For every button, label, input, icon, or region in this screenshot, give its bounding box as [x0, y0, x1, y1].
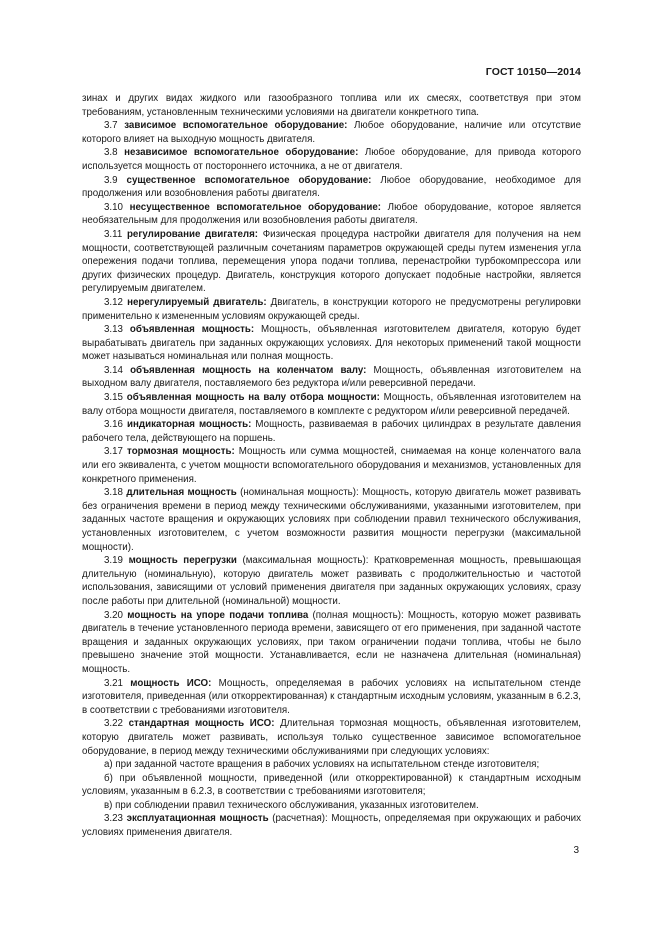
definition-text: Мощность, определяемая в рабочих условиях на испытательном стенде изготовителя, приведенная (или откорректированная) к стандартным исходным условиям, указанным в 6.2.3, в соответствии с требованиями изготовителя.: [82, 677, 581, 716]
continuation-paragraph: зинах и других видах жидкого или газообразного топлива или их смесях, соответствуя при этом требованиям, установленным техническими условиями на двигатели конкретного типа.: [82, 93, 581, 118]
term: несущественное вспомогательное оборудование:: [129, 201, 382, 213]
item-number: 3.13: [104, 324, 123, 336]
definition-text: Любое оборудование, для привода которого используется мощность от постороннего источника, а не от двигателя.: [82, 147, 581, 172]
definition-3-8: [82, 146, 581, 173]
document-header: ГОСТ 10150—2014: [485, 66, 581, 78]
definition-text: Длительная тормозная мощность, объявленная изготовителем, которую двигатель может развивать, используя только существенное зависимое вспомогательное оборудование, в период между техническими обслуживаниями при следующих условиях:: [82, 718, 581, 757]
definition-text: Физическая процедура настройки двигателя для получения на нем мощности, соответствующей различным сочетаниям параметров окружающей среды путем изменения угла опережения подачи топлива, перемещения упора подачи топлива, перенастройки турбокомпрессора или других физических процедур. Двигатель, конструкция которого допускает подобные настройки, является регулируемым двигателем.: [82, 228, 581, 295]
item-number: 3.11: [104, 228, 123, 240]
definition-text: (полная мощность): Мощность, которую может развивать двигатель в течение установленного периода времени, зависящего от его применения, при заданной частоте вращения и заданных окружающих условиях, при таком ограничении подачи топлива, чтобы не было превышено значение этой мощности. Устанавливается, если не назначена длительная (номинальная) мощность.: [82, 609, 582, 675]
definition-text: Любое оборудование, которое является необязательным для продолжения или возобновления работы двигателя.: [82, 201, 581, 227]
definition-text: Любое оборудование, наличие или отсутствие которого влияет на выходную мощность двигателя.: [82, 120, 581, 145]
definition-3-13: [82, 323, 581, 364]
definition-text: Двигатель, в конструкции которого не предусмотрены регулировки применительно к измененным условиям окружающей среды.: [82, 296, 581, 322]
term: мощность на упоре подачи топлива: [127, 609, 309, 621]
definition-3-14: [82, 364, 581, 391]
term: независимое вспомогательное оборудование:: [124, 147, 359, 159]
term: существенное вспомогательное оборудование:: [126, 174, 372, 186]
term: нерегулируемый двигатель:: [127, 296, 267, 308]
definition-text: Мощность, объявленная изготовителем двигателя, которую будет вырабатывать двигатель при заданных окружающих условиях. Для некоторых применений такой мощности может называться номинальная или полная мощность.: [82, 324, 581, 363]
term: индикаторная мощность:: [127, 419, 252, 431]
definition-3-15: [82, 391, 581, 418]
term: эксплуатационная мощность: [126, 813, 269, 825]
definition-3-23: [82, 812, 581, 839]
list-item-a: а) при заданной частоте вращения в рабочих условиях на испытательном стенде изготовителя;: [104, 759, 540, 771]
term: объявленная мощность:: [129, 324, 255, 336]
term: тормозная мощность:: [127, 446, 235, 458]
definition-3-16: [82, 418, 581, 445]
term: длительная мощность: [126, 487, 237, 499]
item-number: 3.19: [104, 555, 123, 567]
definition-text: (максимальная мощность): Кратковременная мощность, превышающая длительную (номинальную), которую двигатель может развивать с продолжительностью и частотой использования, зависящими от условий применения двигателя при заданных окружающих условиях, сразу после работы при длительной (номинальной) мощности.: [82, 555, 581, 607]
item-number: 3.21: [104, 677, 123, 689]
term: зависимое вспомогательное оборудование:: [124, 120, 348, 132]
definition-3-20: [82, 609, 581, 677]
definition-3-21: [82, 677, 581, 718]
document-body: [82, 92, 581, 840]
definition-text: (номинальная мощность): Мощность, которую двигатель может развивать без ограничения времени в период между техническими обслуживаниями, указанными изготовителем, при заданных частоте вращения и окружающих условиях при соблюдении правил технического обслуживания, установленных изготовителем, с учетом возможности развития мощности перегрузки (максимальной мощности).: [82, 487, 582, 553]
definition-3-19: [82, 554, 581, 608]
definition-text: Мощность, объявленная изготовителем на выходном валу двигателя, поставляемого без редуктора и/или реверсивной передачи.: [82, 364, 581, 390]
definition-3-10: [82, 201, 581, 228]
term: мощность перегрузки: [128, 555, 237, 567]
definition-text: (расчетная): Мощность, определяемая при окружающих и рабочих условиях применения двигателя.: [82, 813, 581, 839]
term: объявленная мощность на коленчатом валу:: [130, 364, 367, 376]
term: объявленная мощность на валу отбора мощности:: [126, 392, 380, 404]
item-number: 3.8: [104, 147, 118, 159]
item-number: 3.12: [104, 296, 123, 308]
item-number: 3.17: [104, 446, 123, 458]
definition-text: Мощность, развиваемая в рабочих цилиндрах в результате давления рабочего тела, действующего на поршень.: [82, 419, 581, 444]
item-number: 3.14: [104, 364, 123, 376]
definition-3-22: [82, 717, 581, 758]
term: стандартная мощность ИСО:: [128, 718, 275, 730]
item-number: 3.20: [104, 609, 123, 621]
item-number: 3.23: [104, 813, 123, 825]
term: регулирование двигателя:: [126, 228, 259, 240]
definition-3-18: [82, 486, 581, 554]
definition-3-9: [82, 174, 581, 201]
list-item-c: в) при соблюдении правил технического обслуживания, указанных изготовителем.: [104, 799, 479, 811]
item-number: 3.9: [104, 174, 118, 186]
page-number: 3: [573, 845, 579, 856]
definition-3-17: [82, 445, 581, 486]
item-number: 3.16: [104, 419, 123, 431]
item-number: 3.15: [104, 392, 123, 404]
definition-3-12: [82, 296, 581, 323]
definition-3-11: [82, 228, 581, 296]
definition-text: Любое оборудование, необходимое для продолжения или возобновления работы двигателя.: [82, 174, 581, 200]
definition-text: Мощность или сумма мощностей, снимаемая на конце коленчатого вала или его эквивалента, с учетом мощности вспомогательного оборудования и механизмов, установленных для конкретного применения.: [82, 446, 581, 485]
definition-text: Мощность, объявленная изготовителем на валу отбора мощности двигателя, поставляемого в комплекте с редуктором и/или реверсивной передачей.: [82, 392, 581, 417]
definition-3-7: [82, 119, 581, 146]
item-number: 3.10: [104, 201, 123, 213]
item-number: 3.7: [104, 120, 118, 132]
list-item-b: б) при объявленной мощности, приведенной (или откорректированной) к стандартным исходным условиям, указанным в 6.2.3, в соответствии с требованиями изготовителя;: [82, 772, 581, 798]
item-number: 3.22: [104, 718, 123, 730]
item-number: 3.18: [104, 487, 123, 499]
term: мощность ИСО:: [130, 677, 212, 689]
